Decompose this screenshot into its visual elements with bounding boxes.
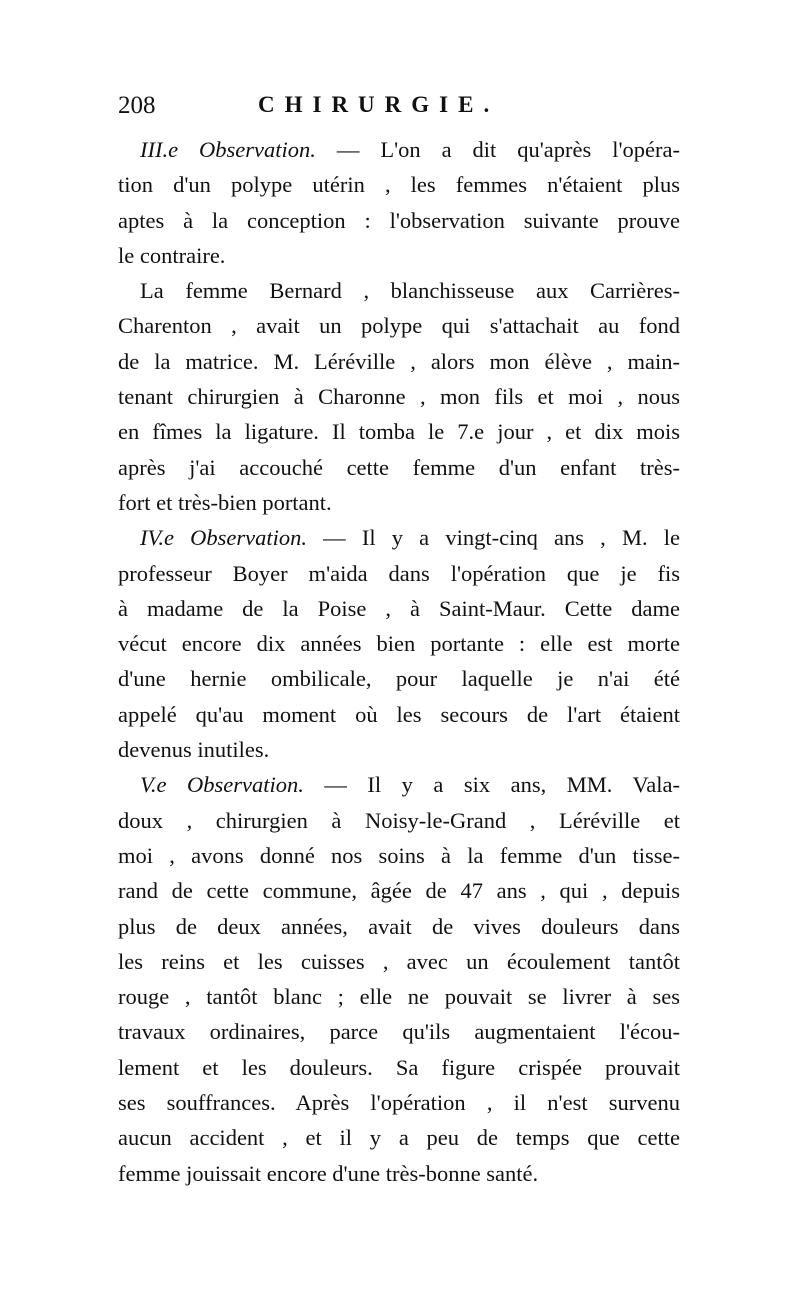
text-line: plus de deux années, avait de vives douleurs dans [118,913,680,939]
paragraph-observation-5 [118,767,680,1191]
text-line: rouge , tantôt blanc ; elle ne pouvait se livrer à ses [118,984,680,1010]
text-line: doux , chirurgien à Noisy-le-Grand , Léréville et [118,807,680,833]
text-line: devenus inutiles. [118,737,270,763]
text-line: d'une hernie ombilicale, pour laquelle je n'ai été [118,666,680,692]
text-line: les reins et les cuisses , avec un écoulement tantôt [118,948,680,974]
text-line: V.e Observation. — Il y a six ans, MM. Vala- [140,772,680,798]
text-line: à madame de la Poise , à Saint-Maur. Cette dame [118,595,680,621]
text-line: femme jouissait encore d'une très-bonne santé. [118,1160,539,1186]
paragraph-bernard [118,273,680,520]
text-line: tenant chirurgien à Charonne , mon fils et moi , nous [118,384,680,410]
page-header [118,92,678,132]
text-line: aptes à la conception : l'observation suivante prouve [118,207,680,233]
page-number: 208 [118,92,156,119]
text-line: vécut encore dix années bien portante : elle est morte [118,631,680,657]
text-line: de la matrice. M. Léréville , alors mon élève , main- [118,348,680,374]
text-line: le contraire. [118,242,226,268]
text-line: en fîmes la ligature. Il tomba le 7.e jour , et dix mois [118,419,680,445]
observation-heading: V.e Observation. [140,772,304,798]
text-line: lement et les douleurs. Sa figure crispée prouvait [118,1054,680,1080]
running-head: CHIRURGIE. [258,92,500,117]
text-line: La femme Bernard , blanchisseuse aux Carrières- [140,278,680,304]
text-line: professeur Boyer m'aida dans l'opération que je fis [118,560,680,586]
observation-heading: III.e Observation. [140,137,316,162]
text-line: travaux ordinaires, parce qu'ils augmentaient l'écou- [118,1019,680,1045]
text-line: tion d'un polype utérin , les femmes n'étaient plus [118,172,680,198]
paragraph-observation-4 [118,520,680,767]
observation-heading: IV.e Observation. [140,525,307,551]
text-line: aucun accident , et il y a peu de temps que cette [118,1125,680,1151]
text-line: Charenton , avait un polype qui s'attachait au fond [118,313,680,339]
body-text [118,132,680,1191]
text-line: fort et très-bien portant. [118,489,332,515]
paragraph-observation-3 [118,132,680,273]
text-line: appelé qu'au moment où les secours de l'art étaient [118,701,680,727]
text-line: après j'ai accouché cette femme d'un enfant très- [118,454,680,480]
text-line: IV.e Observation. — Il y a vingt-cinq ans , M. le [140,525,680,551]
text-line: rand de cette commune, âgée de 47 ans , qui , depuis [118,878,680,904]
text-line: moi , avons donné nos soins à la femme d'un tisse- [118,842,680,868]
text-line: ses souffrances. Après l'opération , il n'est survenu [118,1090,680,1116]
text-line: III.e Observation. — L'on a dit qu'après l'opéra- [140,137,681,162]
